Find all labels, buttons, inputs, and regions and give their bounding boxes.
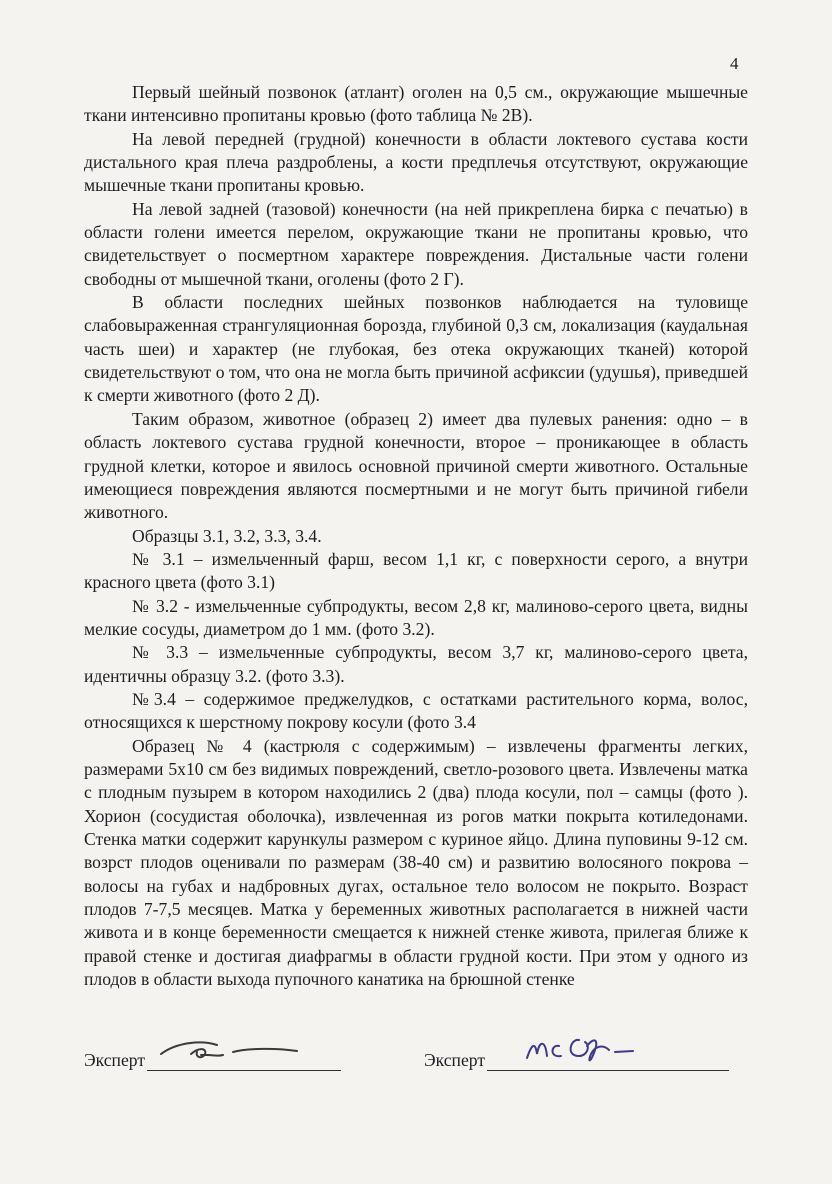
paragraph: № 3.2 - измельченные субпродукты, весом 2,8 кг, малиново-серого цвета, видны мелкие сосуды, диаметром до 1 мм. (фото 3.2).	[84, 595, 748, 639]
handwritten-signature-left	[147, 1034, 341, 1068]
handwritten-signature-right	[487, 1028, 729, 1068]
expert-label-left: Эксперт	[84, 1050, 146, 1070]
signature-section	[0, 1040, 832, 1100]
paragraph: Таким образом, животное (образец 2) имеет два пулевых ранения: одно – в область локтевого сустава грудной конечности, второе – проникающее в область грудной клетки, которое и явилось основной причиной смерти животного. Остальные имеющиеся повреждения являются посмертными и не могут быть причиной гибели животного.	[84, 408, 748, 523]
expert-label-right: Эксперт	[424, 1050, 486, 1070]
page-number: 4	[730, 54, 739, 73]
document-body	[84, 81, 748, 991]
paragraph: №3.4 – содержимое преджелудков, с остатками растительного корма, волос, относящихся к шерстному покрову косули (фото 3.4	[84, 688, 748, 733]
paragraph: Образец № 4 (кастрюля с содержимым) – извлечены фрагменты легких, размерами 5х10 см без видимых повреждений, светло-розового цвета. Извлечены матка с плодным пузырем в котором находились 2 (два) плода косули, пол – самцы (фото ). Хорион (сосудистая оболочка), извлеченная из рогов матки покрыта котиледонами. Стенка матки содержит карункулы размером с куриное яйцо. Длина пуповины 9-12 см. возрст плодов оценивали по размерам (38-40 см) и развитию волосяного покрова – волосы на губах и надбровных дугах, остальное тело волосом не покрыто. Возраст плодов 7-7,5 месяцев. Матка у беременных животных располагается в нижней части живота и в конце беременности смещается к нижней стенке живота, прилегая ближе к правой стенке и достигая диафрагмы в области грудной кости. При этом у одного из плодов в области выхода пупочного канатика на брюшной стенке	[84, 735, 748, 990]
paragraph: В области последних шейных позвонков наблюдается на туловище слабовыраженная странгуляционная борозда, глубиной 0,3 см, локализация (каудальная часть шеи) и характер (не глубокая, без отека окружающих тканей) которой свидетельствуют о том, что она не могла быть причиной асфиксии (удушья), приведшей к смерти животного (фото 2 Д).	[84, 292, 748, 406]
signature-line-right	[487, 1048, 729, 1071]
right-signature-block	[424, 1048, 729, 1071]
paragraph: Первый шейный позвонок (атлант) оголен на 0,5 см., окружающие мышечные ткани интенсивно пропитаны кровью (фото таблица № 2В).	[84, 82, 748, 126]
signature-line-left	[147, 1048, 341, 1071]
paragraph: № 3.1 – измельченный фарш, весом 1,1 кг, с поверхности серого, а внутри красного цвета (фото 3.1)	[84, 548, 748, 593]
paragraph: Образцы 3.1, 3.2, 3.3, 3.4.	[132, 525, 322, 546]
left-signature-block	[84, 1048, 341, 1071]
paragraph: На левой передней (грудной) конечности в области локтевого сустава кости дистального края плеча раздроблены, а кости предплечья отсутствуют, окружающие мышечные ткани пропитаны кровью.	[84, 128, 748, 196]
paragraph: № 3.3 – измельченные субпродукты, весом 3,7 кг, малиново-серого цвета, идентичны образцу 3.2. (фото 3.3).	[84, 642, 748, 686]
paragraph: На левой задней (тазовой) конечности (на ней прикреплена бирка с печатью) в области голени имеется перелом, окружающие ткани не пропитаны кровью, что свидетельствует о посмертном характере повреждения. Дистальные части голени свободны от мышечной ткани, оголены (фото 2 Г).	[84, 198, 748, 289]
